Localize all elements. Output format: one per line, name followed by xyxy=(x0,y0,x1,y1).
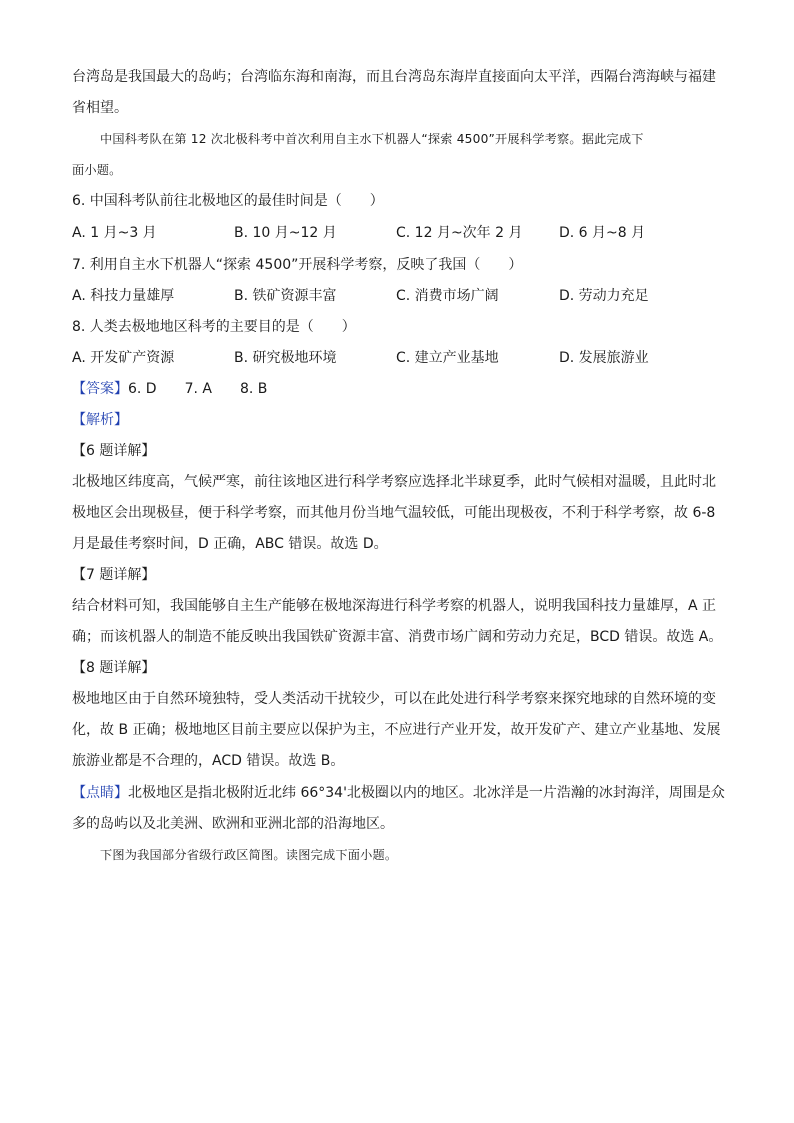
next-intro: 下图为我国部分省级行政区简图。读图完成下面小题。 xyxy=(100,848,398,862)
intro-line-1: 中国科考队在第 12 次北极科考中首次利用自主水下机器人“探索 4500”开展科学考察。据此完成下 xyxy=(100,132,644,146)
detail-6-heading: 【6 题详解】 xyxy=(72,443,156,459)
detail-7-line-2: 确；而该机器人的制造不能反映出我国铁矿资源丰富、消费市场广阔和劳动力充足，BCD 错误。故选 A。 xyxy=(72,629,723,645)
q6-option-c: C. 12 月~次年 2 月 xyxy=(396,225,523,241)
tip-label: 【点睛】 xyxy=(72,785,128,801)
detail-6-line-1: 北极地区纬度高，气候严寒，前往该地区进行科学考察应选择北半球夏季，此时气候相对温暖，且此时北 xyxy=(72,474,716,490)
detail-8-line-1: 极地地区由于自然环境独特，受人类活动干扰较少，可以在此处进行科学考察来探究地球的自然环境的变 xyxy=(72,691,716,707)
q8-option-c: C. 建立产业基地 xyxy=(396,350,499,366)
detail-7-heading: 【7 题详解】 xyxy=(72,567,156,583)
q8-option-a: A. 开发矿产资源 xyxy=(72,350,175,366)
detail-8-line-2: 化，故 B 正确；极地地区目前主要应以保护为主，不应进行产业开发，故开发矿产、建立产业基地、发展 xyxy=(72,722,721,738)
question-6-stem: 6. 中国科考队前往北极地区的最佳时间是（ ） xyxy=(72,193,384,209)
q6-option-b: B. 10 月~12 月 xyxy=(234,225,337,241)
tip-text-1: 北极地区是指北极附近北纬 66°34'北极圈以内的地区。北冰洋是一片浩瀚的冰封海洋，周围是众 xyxy=(128,785,725,801)
intro-line-2: 面小题。 xyxy=(72,163,122,177)
detail-7-line-1: 结合材料可知，我国能够自主生产能够在极地深海进行科学考察的机器人，说明我国科技力量雄厚，A 正 xyxy=(72,598,717,614)
answer-label: 【答案】 xyxy=(72,381,128,397)
q7-option-b: B. 铁矿资源丰富 xyxy=(234,288,337,304)
tip-line-1 xyxy=(72,778,724,809)
detail-6-line-3: 月是最佳考察时间，D 正确，ABC 错误。故选 D。 xyxy=(72,536,388,552)
context-line-2: 省相望。 xyxy=(72,100,128,116)
q7-option-c: C. 消费市场广阔 xyxy=(396,288,499,304)
detail-6-line-2: 极地区会出现极昼，便于科学考察，而其他月份当地气温较低，可能出现极夜，不利于科学考察，故 6-8 xyxy=(72,505,716,521)
q8-option-d: D. 发展旅游业 xyxy=(559,350,649,366)
detail-8-line-3: 旅游业都是不合理的，ACD 错误。故选 B。 xyxy=(72,753,345,769)
q7-option-a: A. 科技力量雄厚 xyxy=(72,288,175,304)
q6-option-d: D. 6 月~8 月 xyxy=(559,225,646,241)
q6-option-a: A. 1 月~3 月 xyxy=(72,225,157,241)
question-8-stem: 8. 人类去极地地区科考的主要目的是（ ） xyxy=(72,319,356,335)
analysis-label: 【解析】 xyxy=(72,412,128,428)
context-line-1: 台湾岛是我国最大的岛屿；台湾临东海和南海，而且台湾岛东海岸直接面向太平洋，西隔台湾海峡与福建 xyxy=(72,69,716,85)
question-7-stem: 7. 利用自主水下机器人“探索 4500”开展科学考察，反映了我国（ ） xyxy=(72,257,523,273)
answer-line xyxy=(72,374,724,405)
q8-option-b: B. 研究极地环境 xyxy=(234,350,337,366)
q7-option-d: D. 劳动力充足 xyxy=(559,288,649,304)
detail-8-heading: 【8 题详解】 xyxy=(72,660,156,676)
tip-line-2: 多的岛屿以及北美洲、欧洲和亚洲北部的沿海地区。 xyxy=(72,816,394,832)
answer-text: 6. D 7. A 8. B xyxy=(128,381,268,397)
